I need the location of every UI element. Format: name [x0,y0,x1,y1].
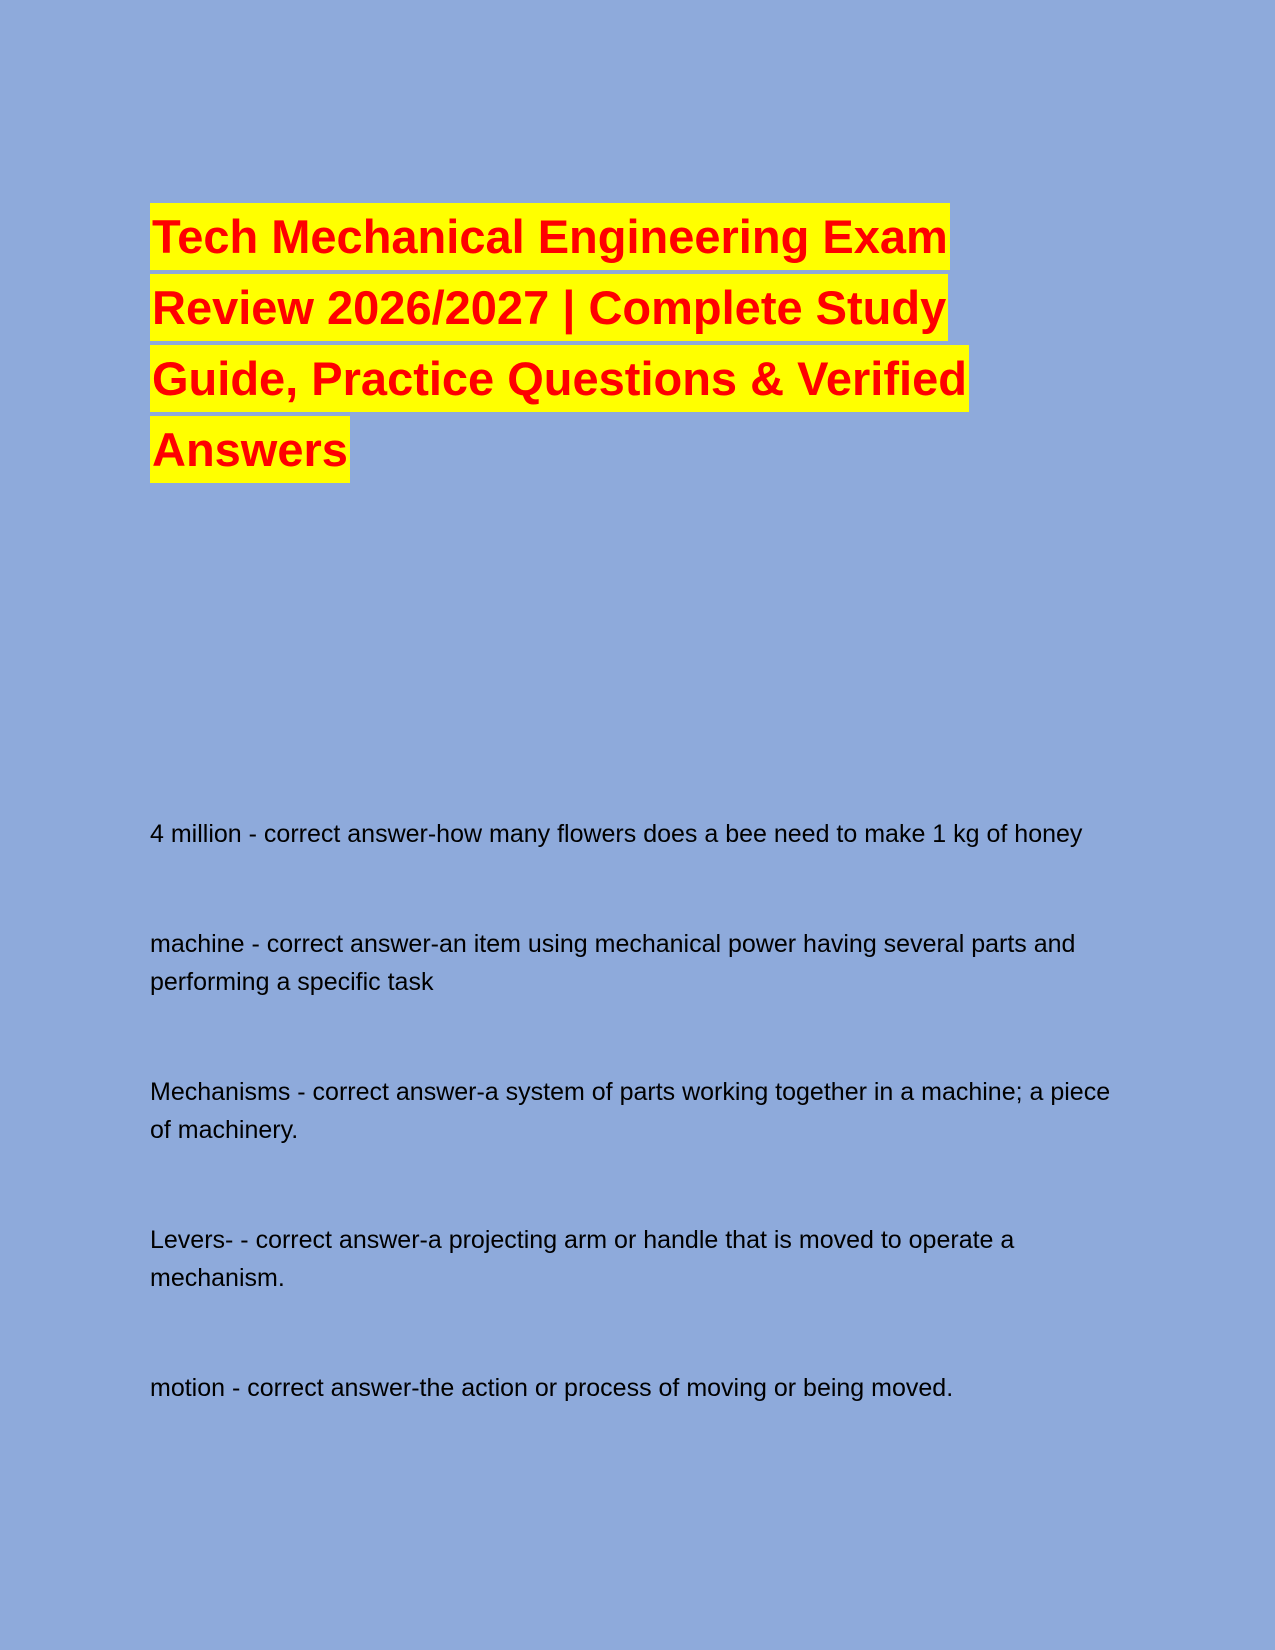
flashcard-entry: 4 million - correct answer-how many flowers does a bee need to make 1 kg of honey [150,820,1083,848]
title-line [150,345,1010,416]
title-line [150,274,1010,345]
title-line [150,416,1010,487]
title-line [150,203,1010,274]
title-line-text: Guide, Practice Questions & Verified [150,345,969,412]
flashcard-entry: machine - correct answer-an item using mechanical power having several parts and performing a specific task [150,930,1076,996]
flashcard-entry: Mechanisms - correct answer-a system of parts working together in a machine; a piece of machinery. [150,1078,1111,1144]
document-title [150,203,1010,487]
flashcard-entry: Levers- - correct answer-a projecting arm or handle that is moved to operate a mechanism. [150,1226,1015,1292]
title-line-text: Review 2026/2027 | Complete Study [150,274,948,341]
title-line-text: Answers [150,416,350,483]
flashcard-entry: motion - correct answer-the action or process of moving or being moved. [150,1374,954,1402]
title-line-text: Tech Mechanical Engineering Exam [150,203,950,270]
flashcard-list [150,815,1125,1479]
